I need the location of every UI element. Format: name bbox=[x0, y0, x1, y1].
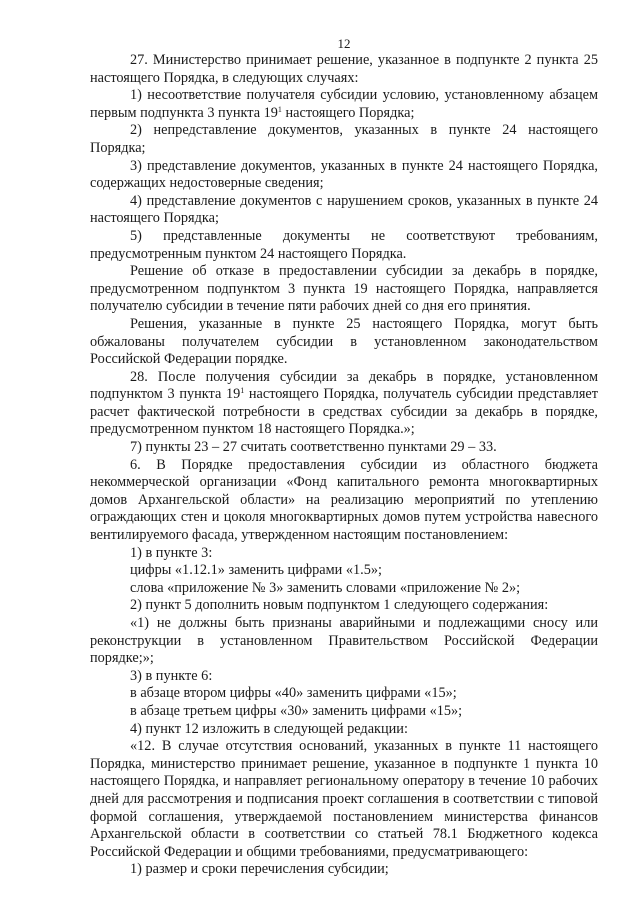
list-item-2: 2) непредставление документов, указанных в пункте 24 настоящего Порядка; bbox=[90, 122, 598, 156]
document-body bbox=[90, 52, 598, 879]
list-item-4: 4) представление документов с нарушением сроков, указанных в пункте 24 настоящего Порядка; bbox=[90, 192, 598, 227]
paragraph-appeal: Решения, указанные в пункте 25 настоящего Порядка, могут быть обжалованы получателем субсидии в установленном законодательством Российской Федерации порядке. bbox=[90, 315, 598, 368]
paragraph-12-quote: «12. В случае отсутствия оснований, указанных в пункте 11 настоящего Порядка, министерство принимает решение, указанное в подпункте 1 пункта 10 настоящего Порядка, и направляет региональному оператору в течение 10 рабочих дней для рассмотрения и подписания проект соглашения в соответствии с типовой формой соглашения, утверждаемой постановлением министерства финансов Архангельской области в соответствии со статьей 78.1 Бюджетного кодекса Российской Федерации и общими требованиями, предусматривающего: bbox=[90, 738, 598, 860]
subitem-2-quote: «1) не должны быть признаны аварийными и подлежащими сносу или реконструкции в установленном Правительством Российской Федерации порядке;»; bbox=[90, 615, 598, 667]
subitem-1-line-a: цифры «1.12.1» заменить цифрами «1.5»; bbox=[130, 562, 383, 579]
page-number: 12 bbox=[337, 36, 351, 51]
subitem-3: 3) в пункте 6: bbox=[130, 667, 213, 684]
list-item-3: 3) представление документов, указанных в пункте 24 настоящего Порядка, содержащих недостоверные сведения; bbox=[90, 157, 598, 192]
subitem-3-line-b: в абзаце третьем цифры «30» заменить цифрами «15»; bbox=[130, 702, 463, 719]
list-item-1: 1) несоответствие получателя субсидии условию, установленному абзацем первым подпункта 3 пункта $19^1$ настоящего Порядка; bbox=[90, 87, 598, 121]
list-item-5: 5) представленные документы не соответствуют требованиям, предусмотренным пунктом 24 настоящего Порядка. bbox=[90, 227, 598, 262]
subitem-2: 2) пункт 5 дополнить новым подпунктом 1 следующего содержания: bbox=[130, 597, 549, 614]
superscript-marker: 1 bbox=[277, 104, 282, 114]
subitem-4: 4) пункт 12 изложить в следующей редакции: bbox=[130, 720, 408, 737]
paragraph-6-intro: 6. В Порядке предоставления субсидии из областного бюджета некоммерческой организации «Фонд капитального ремонта многоквартирных домов Архангельской области» на реализацию мероприятий по утеплению ограждающих стен и цоколя многоквартирных домов путем устройства навесного вентилируемого фасада, утвержденном настоящим постановлением: bbox=[90, 456, 598, 544]
superscript-marker: 1 bbox=[240, 386, 245, 396]
subitem-1-line-b: слова «приложение № 3» заменить словами «приложение № 2»; bbox=[130, 579, 521, 596]
list-item-7: 7) пункты 23 – 27 считать соответственно пунктами 29 – 33. bbox=[130, 439, 497, 456]
paragraph-12-item-1: 1) размер и сроки перечисления субсидии; bbox=[130, 861, 389, 878]
paragraph-27-intro: 27. Министерство принимает решение, указанное в подпункте 2 пункта 25 настоящего Порядка, в следующих случаях: bbox=[90, 52, 598, 86]
subitem-3-line-a: в абзаце втором цифры «40» заменить цифрами «15»; bbox=[130, 685, 457, 702]
paragraph-28: 28. После получения субсидии за декабрь в порядке, установленном подпунктом 3 пункта $19^1$ настоящего Порядка, получатель субсидии представляет расчет фактической потребности в средствах субсидии за декабрь в порядке, предусмотренном пунктом 18 настоящего Порядка.»; bbox=[90, 368, 598, 438]
subitem-1: 1) в пункте 3: bbox=[130, 544, 213, 561]
paragraph-refusal: Решение об отказе в предоставлении субсидии за декабрь в порядке, предусмотренном подпунктом 3 пункта 19 настоящего Порядка, направляется получателю субсидии в течение пяти рабочих дней со дня его принятия. bbox=[90, 263, 598, 315]
